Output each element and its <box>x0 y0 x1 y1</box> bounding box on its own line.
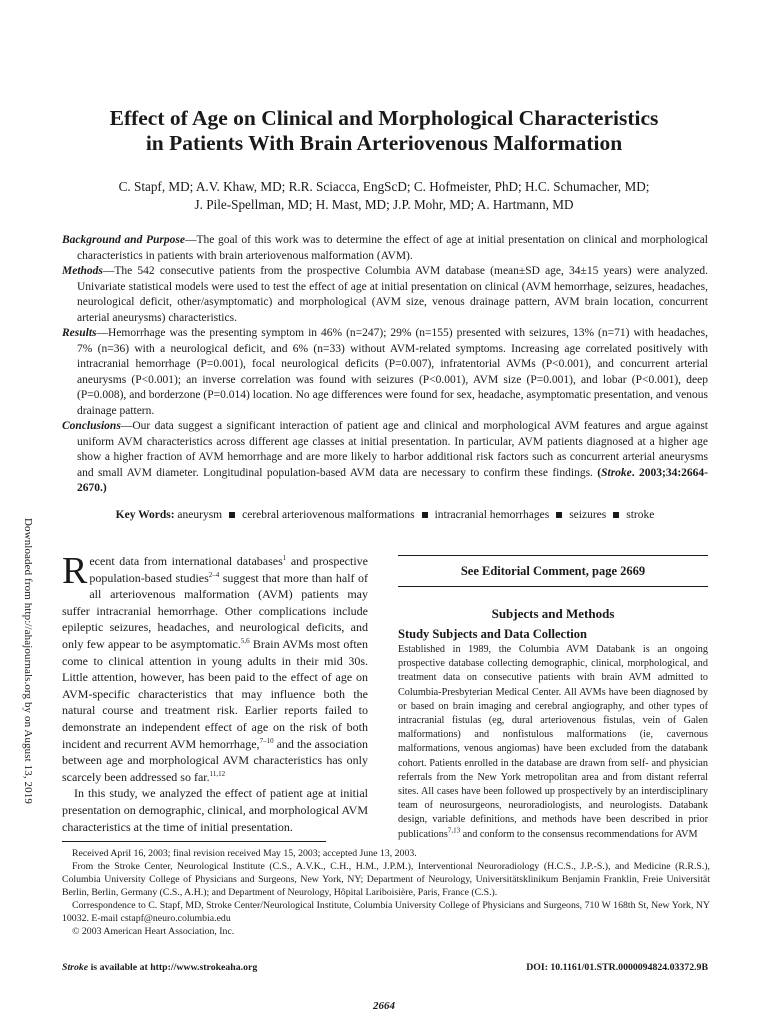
conclusions-text: —Our data suggest a significant interaction of patient age and clinical and morphological AVM features and argue against uniform AVM characteristics across different age classes at initial presentation. In particular, AVM patients diagnosed at a higher age show a higher fraction of AVM hemorrhage and are more likely to harbor additional risk factors such as concurrent arterial aneurysms and small AVM diameter. Longitudinal population-based AVM data are necessary to confirm these findings. <box>77 420 708 479</box>
conclusions-label: Conclusions <box>62 420 121 432</box>
keyword-separator <box>422 512 428 518</box>
author-list <box>40 178 728 214</box>
methods-body: Established in 1989, the Columbia AVM Databank is an ongoing prospective database collecting demographic, clinical, morphological, and treatment data on consecutive patients with brain AVM admitted to Columbia-Presbyterian Medical Center. All AVMs have been diagnosed by or based on brain imaging and cerebral angiography, and other types of intracranial fistulas (eg, dural arteriovenous fistulas, vein of Galen malformations) and nonfistulous malformations (ie, cavernous malformations, venous angiomas) have been excluded from the databank cohort. Patients enrolled in the database are drawn from self- and physician referrals from the New York metropolitan area and from distant referral sites. All cases have been followed up prospectively by an interdisciplinary team of neurosurgeons, neuroradiologists, and neurologists. Databank design, variable definitions, and methods have been described in prior publications <box>398 644 708 840</box>
subsection-heading: Study Subjects and Data Collection <box>398 627 587 641</box>
drop-cap: R <box>62 550 88 592</box>
keyword-separator <box>556 512 562 518</box>
methods-paragraph <box>398 643 708 842</box>
keyword-separator <box>613 512 619 518</box>
section-heading: Subjects and Methods <box>491 606 615 621</box>
keyword: stroke <box>626 509 655 521</box>
intro-text: ecent data from international databases <box>89 554 283 568</box>
background-label: Background and Purpose <box>62 234 185 246</box>
doi: DOI: 10.1161/01.STR.0000094824.03372.9B <box>526 962 708 973</box>
intro-text: suggest that more than half of all arteriovenous malformation (AVM) patients may suffer intracranial hemorrhage. Other complications include epileptic seizures, headaches, and neurological deficits, and only few appear to be asymptomatic. <box>62 570 368 651</box>
journal-url: is available at http://www.strokeaha.org <box>88 962 258 973</box>
intro-text: and the association between age and morphological AVM characteristics has only scarcely been addressed so far. <box>62 736 368 784</box>
footnote-rule <box>62 841 326 842</box>
reference: 7,13 <box>447 826 461 835</box>
journal-availability <box>62 962 257 973</box>
abstract-conclusions <box>62 419 708 497</box>
reference: 1 <box>282 554 287 562</box>
keywords <box>60 507 710 523</box>
authors-line-1: C. Stapf, MD; A.V. Khaw, MD; R.R. Sciacca, EngScD; C. Hofmeister, PhD; H.C. Schumacher, MD; <box>118 179 650 194</box>
page-number: 2664 <box>373 1000 395 1012</box>
methods-body-cont: and conform to the consensus recommendations for AVM <box>460 828 698 840</box>
intro-paragraph-2: In this study, we analyzed the effect of patient age at initial presentation on demographic, clinical, and morphological AVM characteristics at the time of initial presentation. <box>62 786 368 834</box>
keyword: seizures <box>569 509 607 521</box>
journal-footer <box>62 962 708 973</box>
results-text: —Hemorrhage was the presenting symptom in 46% (n=247); 29% (n=155) presented with seizures, 13% (n=71) with headaches, 7% (n=36) with a neurological deficit, and 6% (n=33) without AVM-related symptoms. Increasing age correlated positively with intracranial hemorrhage (P=0.001), focal neurological deficits (P=0.007), infratentorial AVMs (P<0.001), and concurrent arterial aneurysms (P<0.001); an inverse correlation was found with seizures (P<0.001), AVM size (P=0.001), and lobar (P<0.001), deep (P=0.008), and borderzone (P=0.014) location. No age differences were found for sex, headache, asymptomatic presentation, and venous drainage pattern. <box>77 327 708 417</box>
download-note: Downloaded from http://ahajournals.org by on August 13, 2019 <box>22 518 34 804</box>
abstract-methods <box>62 264 708 326</box>
citation-rest: . 2003;34:2664-2670.) <box>77 466 708 494</box>
abstract <box>62 233 708 497</box>
title-line-1: Effect of Age on Clinical and Morphological Characteristics <box>109 106 659 130</box>
authors-line-2: J. Pile-Spellman, MD; H. Mast, MD; J.P. Mohr, MD; A. Hartmann, MD <box>194 197 574 212</box>
background-text: —The goal of this work was to determine the effect of age at initial presentation on clinical and morphological characteristics in patients with brain arteriovenous malformation (AVM). <box>77 234 708 262</box>
keyword: cerebral arteriovenous malformations <box>242 509 415 521</box>
methods-text: —The 542 consecutive patients from the prospective Columbia AVM database (mean±SD age, 34±15 years) were analyzed. Univariate statistical models were used to test the effect of age at initial presentation on clinical (AVM hemorrhage, seizures, headaches, neurological deficit, other/asymptomatic) and morphological (AVM size, venous drainage pattern, AVM brain location, concurrent arterial aneurysms) characteristics. <box>77 265 708 324</box>
intro-text: and prospective population-based studies <box>89 554 369 585</box>
keyword-separator <box>229 512 235 518</box>
introduction <box>62 550 369 835</box>
abstract-background <box>62 233 708 264</box>
editorial-comment: See Editorial Comment, page 2669 <box>460 563 646 578</box>
keywords-label: Key Words: <box>115 509 175 521</box>
correspondence: Correspondence to C. Stapf, MD, Stroke Center/Neurological Institute, Columbia University College of Physicians and Surgeons, 710 W 168th St, New York, NY 10032. E-mail cstapf@neuro.columbia.edu <box>62 900 710 924</box>
results-label: Results <box>62 327 97 339</box>
download-watermark <box>8 518 48 978</box>
editorial-comment-box <box>398 555 708 587</box>
article-title <box>40 106 728 156</box>
methods-label: Methods <box>62 265 103 277</box>
reference: 5,6 <box>240 636 250 645</box>
keyword: intracranial hemorrhages <box>434 509 550 521</box>
title-line-2: in Patients With Brain Arteriovenous Malformation <box>145 131 623 155</box>
right-column <box>398 553 708 842</box>
keyword: aneurysm <box>177 509 223 521</box>
citation-journal: Stroke <box>601 466 632 479</box>
affiliations: From the Stroke Center, Neurological Institute (C.S., A.V.K., C.H., H.M., J.P.M.), Interventional Neuroradiology (H.C.S., J.P.-S.), and Medicine (R.R.S.), Columbia University College of Physicians and Surgeons, New York, NY; Department of Neurology, Universitätsklinikum Benjamin Franklin, Freie Universität Berlin, Berlin, Germany (C.S., A.H.); and Department of Neurology, Hôpital Lariboisière, Paris, France (C.S.). <box>62 861 710 898</box>
reference: 2–4 <box>208 570 220 579</box>
reference: 11,12 <box>209 769 226 778</box>
intro-text: Brain AVMs most often come to clinical attention in young adults in their mid 30s. Little attention, however, has been paid to the effect of age on AVM-specific characteristics that may influence both the natural course and treatment risk. Earlier reports failed to demonstrate an independent effect of age on the risk of both incident and recurrent AVM hemorrhage, <box>62 636 368 751</box>
abstract-results <box>62 326 708 419</box>
reference: 7–10 <box>259 736 274 745</box>
citation-open: ( <box>597 466 602 479</box>
intro-paragraph-1 <box>62 550 369 785</box>
received-dates: Received April 16, 2003; final revision received May 15, 2003; accepted June 13, 2003. <box>72 848 417 859</box>
copyright: © 2003 American Heart Association, Inc. <box>72 926 235 937</box>
journal-name: Stroke <box>62 962 89 973</box>
footnotes <box>62 847 710 938</box>
